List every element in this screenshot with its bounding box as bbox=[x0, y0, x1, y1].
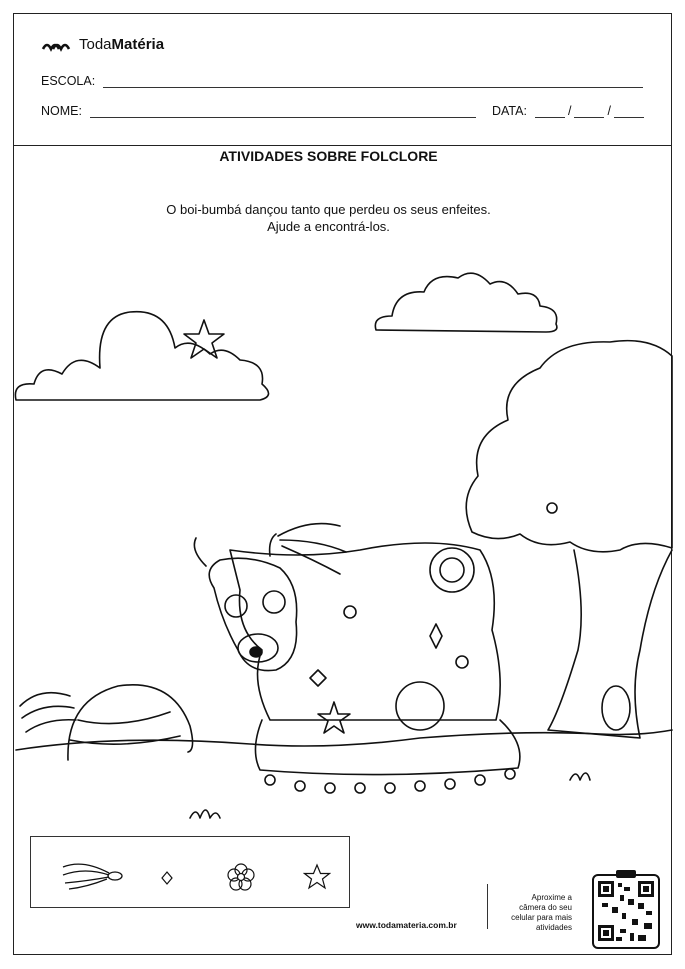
date-sep-2: / bbox=[607, 104, 611, 118]
ox-skirt bbox=[255, 720, 519, 775]
page-title: ATIVIDADES SOBRE FOLCLORE bbox=[219, 148, 438, 164]
day-field[interactable] bbox=[535, 117, 565, 118]
cloud-right bbox=[375, 273, 557, 332]
website-url[interactable]: www.todamateria.com.br bbox=[356, 920, 457, 930]
star-hidden-1 bbox=[184, 320, 224, 358]
worksheet-header bbox=[14, 14, 671, 146]
month-field[interactable] bbox=[574, 117, 604, 118]
tree-trunk bbox=[548, 550, 672, 738]
ox-body bbox=[230, 543, 500, 720]
footer-divider bbox=[487, 884, 488, 929]
escola-row bbox=[41, 74, 643, 88]
qr-instructions: Aproxime a câmera do seu celular para mais atividades bbox=[511, 893, 572, 932]
tree-knot bbox=[602, 686, 630, 730]
star-body bbox=[318, 702, 350, 733]
escola-field[interactable] bbox=[103, 87, 643, 88]
cloud-left bbox=[15, 312, 268, 400]
ribbon-tassel-icon bbox=[59, 853, 129, 893]
nome-label: NOME: bbox=[41, 104, 82, 118]
date-sep-1: / bbox=[567, 104, 572, 118]
star-icon bbox=[303, 863, 331, 891]
escola-label: ESCOLA: bbox=[41, 74, 96, 88]
coloring-scene bbox=[0, 250, 685, 830]
instruction-line-2: Ajude a encontrá-los. bbox=[267, 219, 390, 234]
brand-wave-icon bbox=[41, 37, 73, 53]
qr-code-icon[interactable] bbox=[592, 869, 660, 949]
instructions bbox=[0, 201, 657, 235]
tree-canopy bbox=[466, 341, 672, 552]
flower-hidden-1 bbox=[547, 503, 557, 513]
nome-field[interactable] bbox=[90, 117, 476, 118]
ribbons bbox=[278, 524, 346, 574]
logo bbox=[41, 36, 164, 53]
tassel bbox=[20, 693, 76, 732]
logo-text: TodaMatéria bbox=[79, 36, 165, 53]
diamond-icon bbox=[161, 871, 173, 885]
items-to-find-box bbox=[30, 836, 350, 908]
year-field[interactable] bbox=[614, 117, 644, 118]
instruction-line-1: O boi-bumbá dançou tanto que perdeu os seus enfeites. bbox=[166, 202, 491, 217]
data-label: DATA: bbox=[491, 104, 527, 118]
flower-icon bbox=[225, 861, 257, 893]
nome-row bbox=[41, 104, 644, 118]
